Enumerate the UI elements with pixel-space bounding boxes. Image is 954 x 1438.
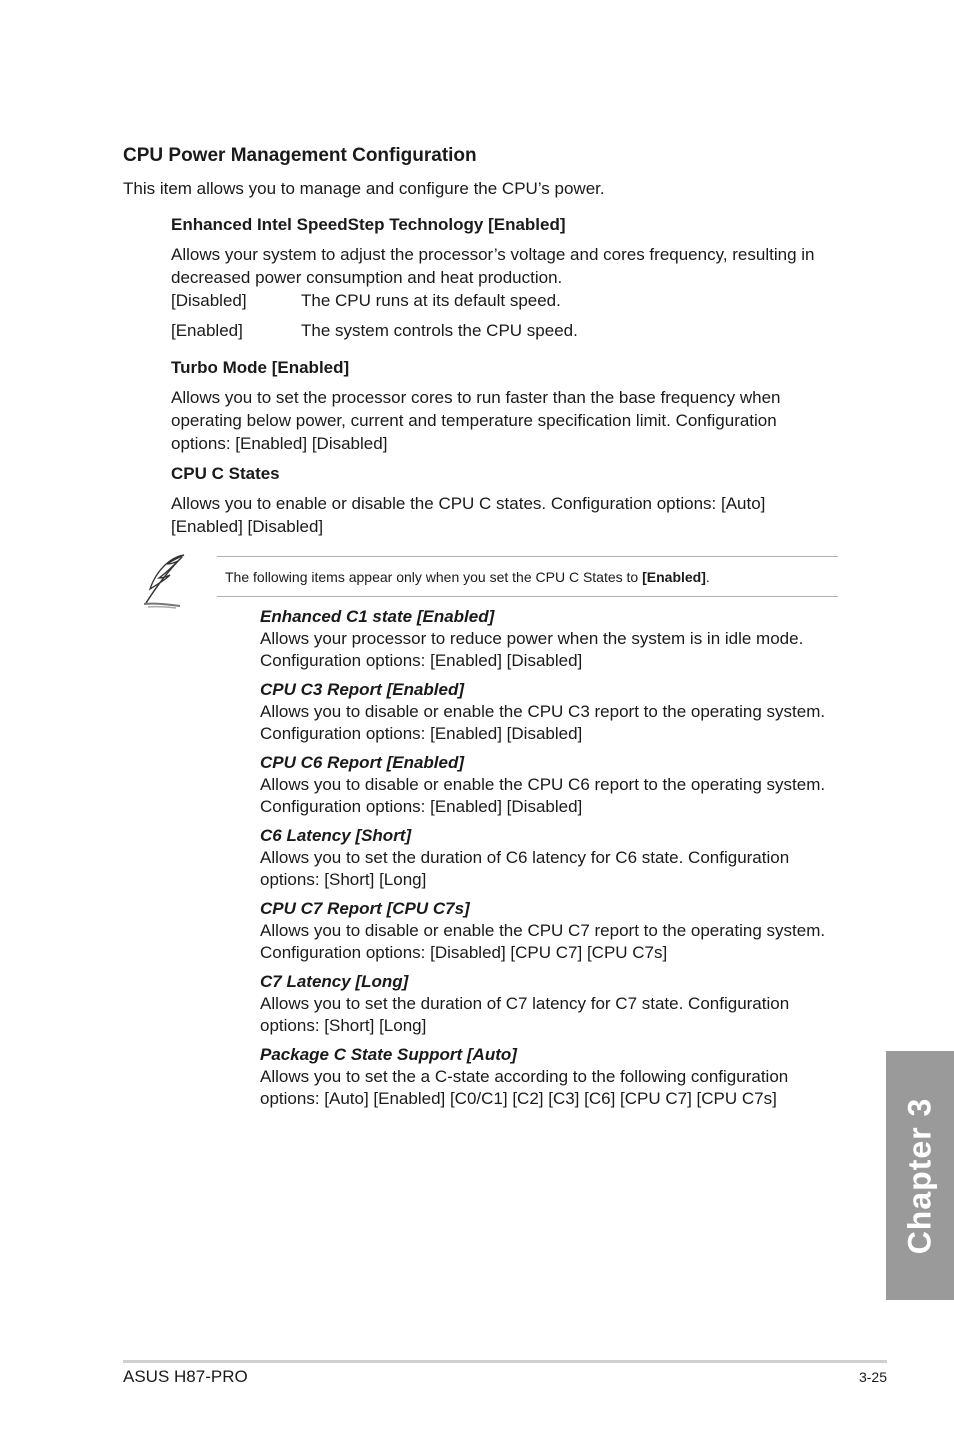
note-bottom-divider [217, 596, 838, 597]
sub-item-desc-line1: Allows your processor to reduce power when the system is in idle mode. [260, 629, 804, 648]
cstates-desc-line1: Allows you to enable or disable the CPU C states. Configuration options: [Auto] [171, 494, 766, 513]
speedstep-desc-line2: decreased power consumption and heat production. [171, 268, 563, 287]
option-value: The CPU runs at its default speed. [301, 291, 561, 310]
sub-item-c7-report [260, 898, 850, 964]
sub-item-title: CPU C3 Report [Enabled] [260, 680, 465, 699]
sub-item-desc-line2: options: [Short] [Long] [260, 1016, 427, 1035]
option-key: [Disabled] [171, 291, 247, 310]
note-top-divider [217, 556, 838, 557]
option-value: The system controls the CPU speed. [301, 321, 578, 340]
turbo-desc-line3: options: [Enabled] [Disabled] [171, 434, 388, 453]
cstates-desc-line2: [Enabled] [Disabled] [171, 517, 324, 536]
sub-item-desc-line1: Allows you to disable or enable the CPU C6 report to the operating system. [260, 775, 826, 794]
sub-item-c6-report [260, 752, 850, 818]
note-text [225, 568, 710, 586]
footer-page-number: 3-25 [858, 1369, 887, 1385]
sub-item-title: Package C State Support [Auto] [260, 1045, 517, 1064]
sub-item-desc-line2: Configuration options: [Enabled] [Disabled] [260, 797, 583, 816]
sub-item-c6-latency [260, 825, 850, 891]
section-title: CPU Power Management Configuration [123, 145, 477, 166]
sub-item-desc-line2: options: [Short] [Long] [260, 870, 427, 889]
option-key: [Enabled] [171, 321, 243, 340]
turbo-desc-line2: operating below power, current and temperature specification limit. Configuration [171, 411, 777, 430]
sub-item-desc-line2: options: [Auto] [Enabled] [C0/C1] [C2] [C3] [C6] [CPU C7] [CPU C7s] [260, 1089, 777, 1108]
sub-item-desc-line2: Configuration options: [Enabled] [Disabled] [260, 651, 583, 670]
speedstep-option-disabled [171, 289, 771, 312]
sub-item-desc-line2: Configuration options: [Disabled] [CPU C7] [CPU C7s] [260, 943, 668, 962]
note-text-normal: The following items appear only when you set the CPU C States to [225, 569, 643, 585]
sub-item-package-c-state [260, 1044, 850, 1110]
note-text-end: . [705, 569, 710, 585]
chapter-tab [886, 1051, 954, 1300]
sub-item-enhanced-c1 [260, 606, 850, 672]
sub-item-title: C6 Latency [Short] [260, 826, 412, 845]
sub-item-title: Enhanced C1 state [Enabled] [260, 607, 495, 626]
footer-product: ASUS H87-PRO [123, 1367, 248, 1386]
sub-item-desc-line1: Allows you to disable or enable the CPU C3 report to the operating system. [260, 702, 826, 721]
turbo-title: Turbo Mode [Enabled] [171, 358, 350, 377]
footer-divider [123, 1360, 887, 1363]
sub-item-desc-line1: Allows you to set the duration of C7 latency for C7 state. Configuration [260, 994, 790, 1013]
sub-item-desc-line1: Allows you to disable or enable the CPU C7 report to the operating system. [260, 921, 826, 940]
note-text-bold: [Enabled] [642, 569, 706, 585]
speedstep-desc-line1: Allows your system to adjust the processor’s voltage and cores frequency, resulting in [171, 245, 815, 264]
turbo-desc-line1: Allows you to set the processor cores to run faster than the base frequency when [171, 388, 781, 407]
sub-item-title: CPU C6 Report [Enabled] [260, 753, 465, 772]
speedstep-option-enabled [171, 319, 771, 342]
sub-item-title: C7 Latency [Long] [260, 972, 409, 991]
sub-item-c3-report [260, 679, 850, 745]
speedstep-title: Enhanced Intel SpeedStep Technology [Enabled] [171, 215, 566, 234]
section-intro: This item allows you to manage and configure the CPU’s power. [123, 179, 605, 198]
sub-item-title: CPU C7 Report [CPU C7s] [260, 899, 470, 918]
cstates-title: CPU C States [171, 464, 280, 483]
feather-pen-icon [140, 551, 190, 609]
sub-item-c7-latency [260, 971, 850, 1037]
sub-item-desc-line1: Allows you to set the duration of C6 latency for C6 state. Configuration [260, 848, 790, 867]
chapter-tab-label: Chapter 3 [901, 1097, 938, 1254]
sub-item-desc-line1: Allows you to set the a C-state according to the following configuration [260, 1067, 789, 1086]
sub-item-desc-line2: Configuration options: [Enabled] [Disabled] [260, 724, 583, 743]
